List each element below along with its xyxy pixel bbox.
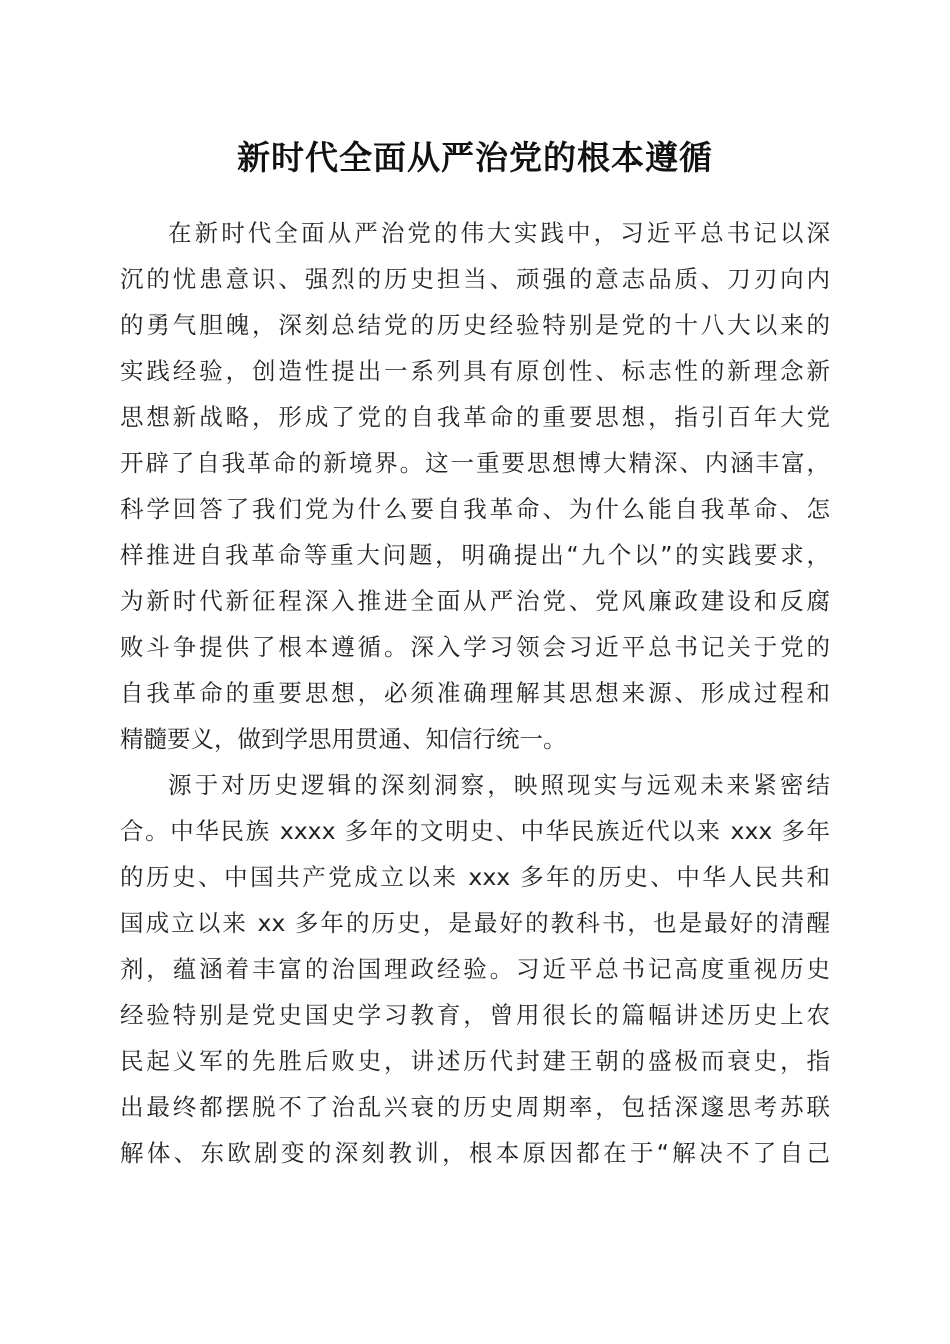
- text-line: 解体、东欧剧变的深刻教训，根本原因都在于“解决不了自己: [120, 1139, 830, 1167]
- text-line: 样推进自我革命等重大问题，明确提出“九个以”的实践要求，: [120, 541, 830, 569]
- text-line: 经验特别是党史国史学习教育，曾用很长的篇幅讲述历史上农: [120, 1001, 830, 1029]
- text-line: 思想新战略，形成了党的自我革命的重要思想，指引百年大党: [120, 403, 830, 431]
- text-line: 精髓要义，做到学思用贯通、知信行统一。: [120, 725, 567, 753]
- text-line: 出最终都摆脱不了治乱兴衰的历史周期率，包括深邃思考苏联: [120, 1093, 830, 1121]
- text-line: 实践经验，创造性提出一系列具有原创性、标志性的新理念新: [120, 357, 830, 385]
- text-line: 国成立以来 xx 多年的历史，是最好的教科书，也是最好的清醒: [120, 909, 830, 937]
- text-line: 沉的忧患意识、强烈的历史担当、顽强的意志品质、刀刃向内: [120, 265, 830, 293]
- text-line: 民起义军的先胜后败史，讲述历代封建王朝的盛极而衰史，指: [120, 1047, 830, 1075]
- text-line: 开辟了自我革命的新境界。这一重要思想博大精深、内涵丰富，: [120, 449, 830, 477]
- paragraph-2: [120, 762, 830, 1176]
- text-line: 自我革命的重要思想，必须准确理解其思想来源、形成过程和: [120, 679, 830, 707]
- text-line: 源于对历史逻辑的深刻洞察，映照现实与远观未来紧密结: [168, 771, 830, 799]
- text-line: 科学回答了我们党为什么要自我革命、为什么能自我革命、怎: [120, 495, 830, 523]
- text-line: 败斗争提供了根本遵循。深入学习领会习近平总书记关于党的: [120, 633, 830, 661]
- paragraph-1: [120, 210, 830, 762]
- document-body: [120, 210, 830, 1176]
- text-line: 在新时代全面从严治党的伟大实践中，习近平总书记以深: [168, 219, 830, 247]
- text-line: 的勇气胆魄，深刻总结党的历史经验特别是党的十八大以来的: [120, 311, 830, 339]
- text-line: 的历史、中国共产党成立以来 xxx 多年的历史、中华人民共和: [120, 863, 830, 891]
- text-line: 剂，蕴涵着丰富的治国理政经验。习近平总书记高度重视历史: [120, 955, 830, 983]
- text-line: 合。中华民族 xxxx 多年的文明史、中华民族近代以来 xxx 多年: [120, 817, 830, 845]
- text-line: 为新时代新征程深入推进全面从严治党、党风廉政建设和反腐: [120, 587, 830, 615]
- document-title: 新时代全面从严治党的根本遵循: [237, 138, 713, 177]
